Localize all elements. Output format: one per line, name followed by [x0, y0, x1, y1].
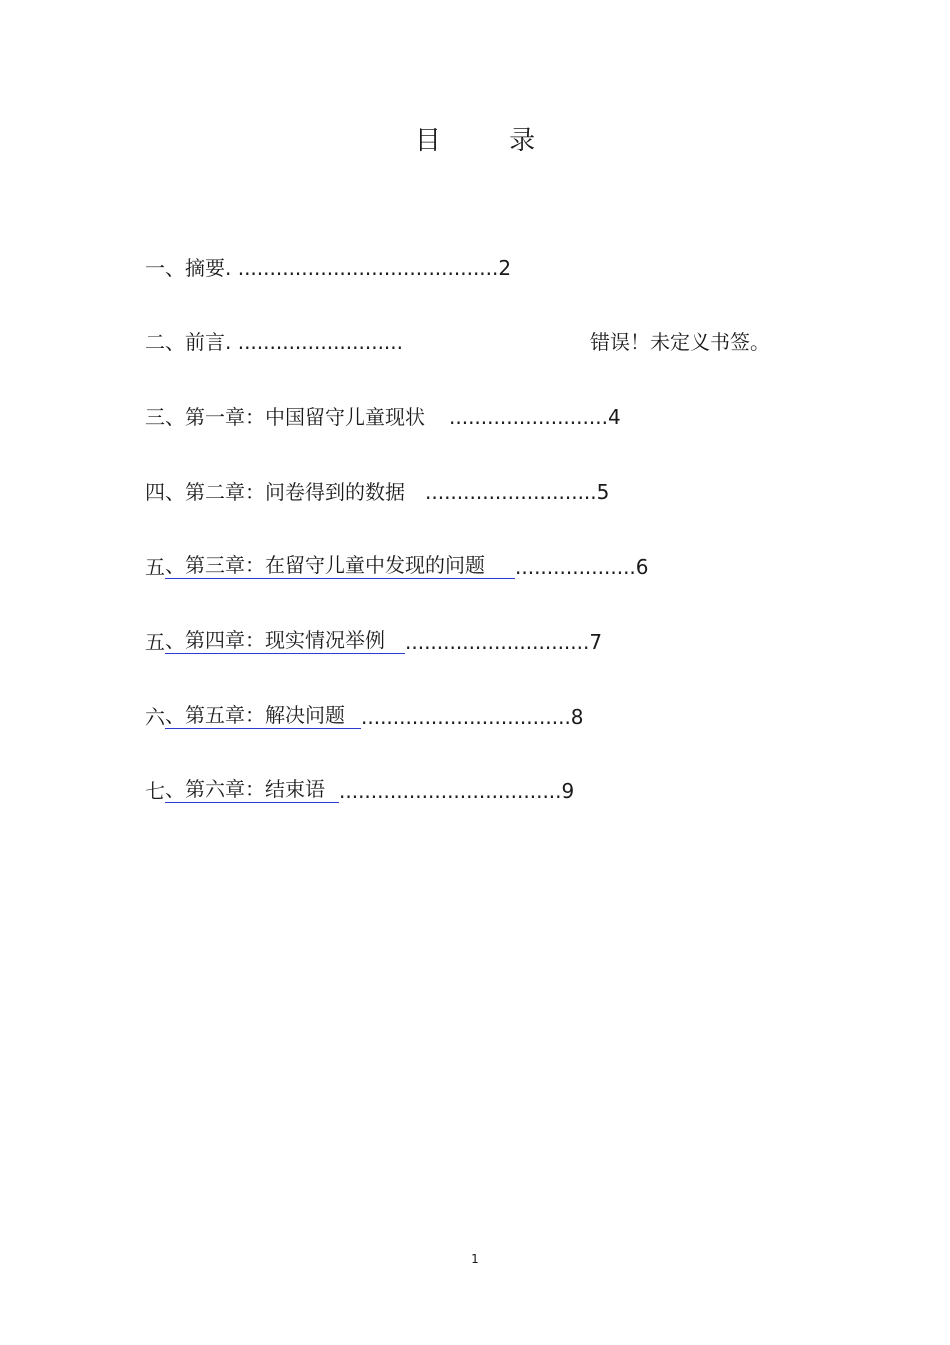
toc-heading: 第一章：中国留守儿童现状 [185, 405, 425, 429]
toc-entry-chapter-2[interactable] [145, 477, 609, 507]
toc-page-number: 5 [596, 480, 610, 504]
footer-page-number: 1 [471, 1252, 479, 1266]
toc-entry-chapter-1[interactable] [145, 402, 621, 432]
toc-prefix: 二、 [145, 330, 185, 354]
bookmark-error-text: 错误！未定义书签。 [590, 330, 770, 354]
toc-hyperlink-chapter-6[interactable]: 、第六章：结束语 [165, 776, 339, 803]
toc-entry-abstract[interactable] [145, 253, 511, 283]
toc-prefix: 四、 [145, 480, 185, 504]
toc-page-number: 6 [635, 555, 649, 579]
toc-leader: ................... [515, 555, 636, 579]
toc-entry-chapter-3[interactable] [145, 552, 649, 582]
toc-leader: ............................. [405, 630, 590, 654]
toc-prefix: 三、 [145, 405, 185, 429]
toc-page-number: 2 [498, 256, 512, 280]
toc-leader: ........................... [425, 480, 597, 504]
toc-leader: . .......................... [225, 330, 404, 354]
toc-entry-chapter-5[interactable] [145, 702, 584, 732]
toc-prefix: 五 [145, 630, 165, 654]
toc-prefix: 一、 [145, 256, 185, 280]
toc-entry-chapter-6[interactable] [145, 776, 574, 806]
toc-prefix: 七 [145, 779, 165, 803]
toc-entry-chapter-4[interactable] [145, 627, 602, 657]
toc-entry-preface[interactable] [145, 327, 805, 357]
toc-page-number: 4 [607, 405, 621, 429]
toc-heading: 前言 [185, 330, 225, 354]
toc-page-number: 7 [589, 630, 603, 654]
toc-hyperlink-chapter-4[interactable]: 、第四章：现实情况举例 [165, 627, 405, 654]
toc-leader: ......................... [449, 405, 608, 429]
toc-heading: 摘要 [185, 256, 225, 280]
toc-leader: . ......................................... [225, 256, 499, 280]
toc-leader: ................................... [339, 779, 562, 803]
toc-prefix: 五 [145, 555, 165, 579]
page-title: 目 录 [414, 126, 566, 156]
toc-leader: ................................. [361, 705, 571, 729]
toc-hyperlink-chapter-3[interactable]: 、第三章：在留守儿童中发现的问题 [165, 552, 515, 579]
toc-hyperlink-chapter-5[interactable]: 、第五章：解决问题 [165, 702, 361, 729]
toc-page-number: 9 [561, 779, 575, 803]
toc-heading: 第二章：问卷得到的数据 [185, 480, 405, 504]
toc-page-number: 8 [570, 705, 584, 729]
toc-prefix: 六 [145, 705, 165, 729]
